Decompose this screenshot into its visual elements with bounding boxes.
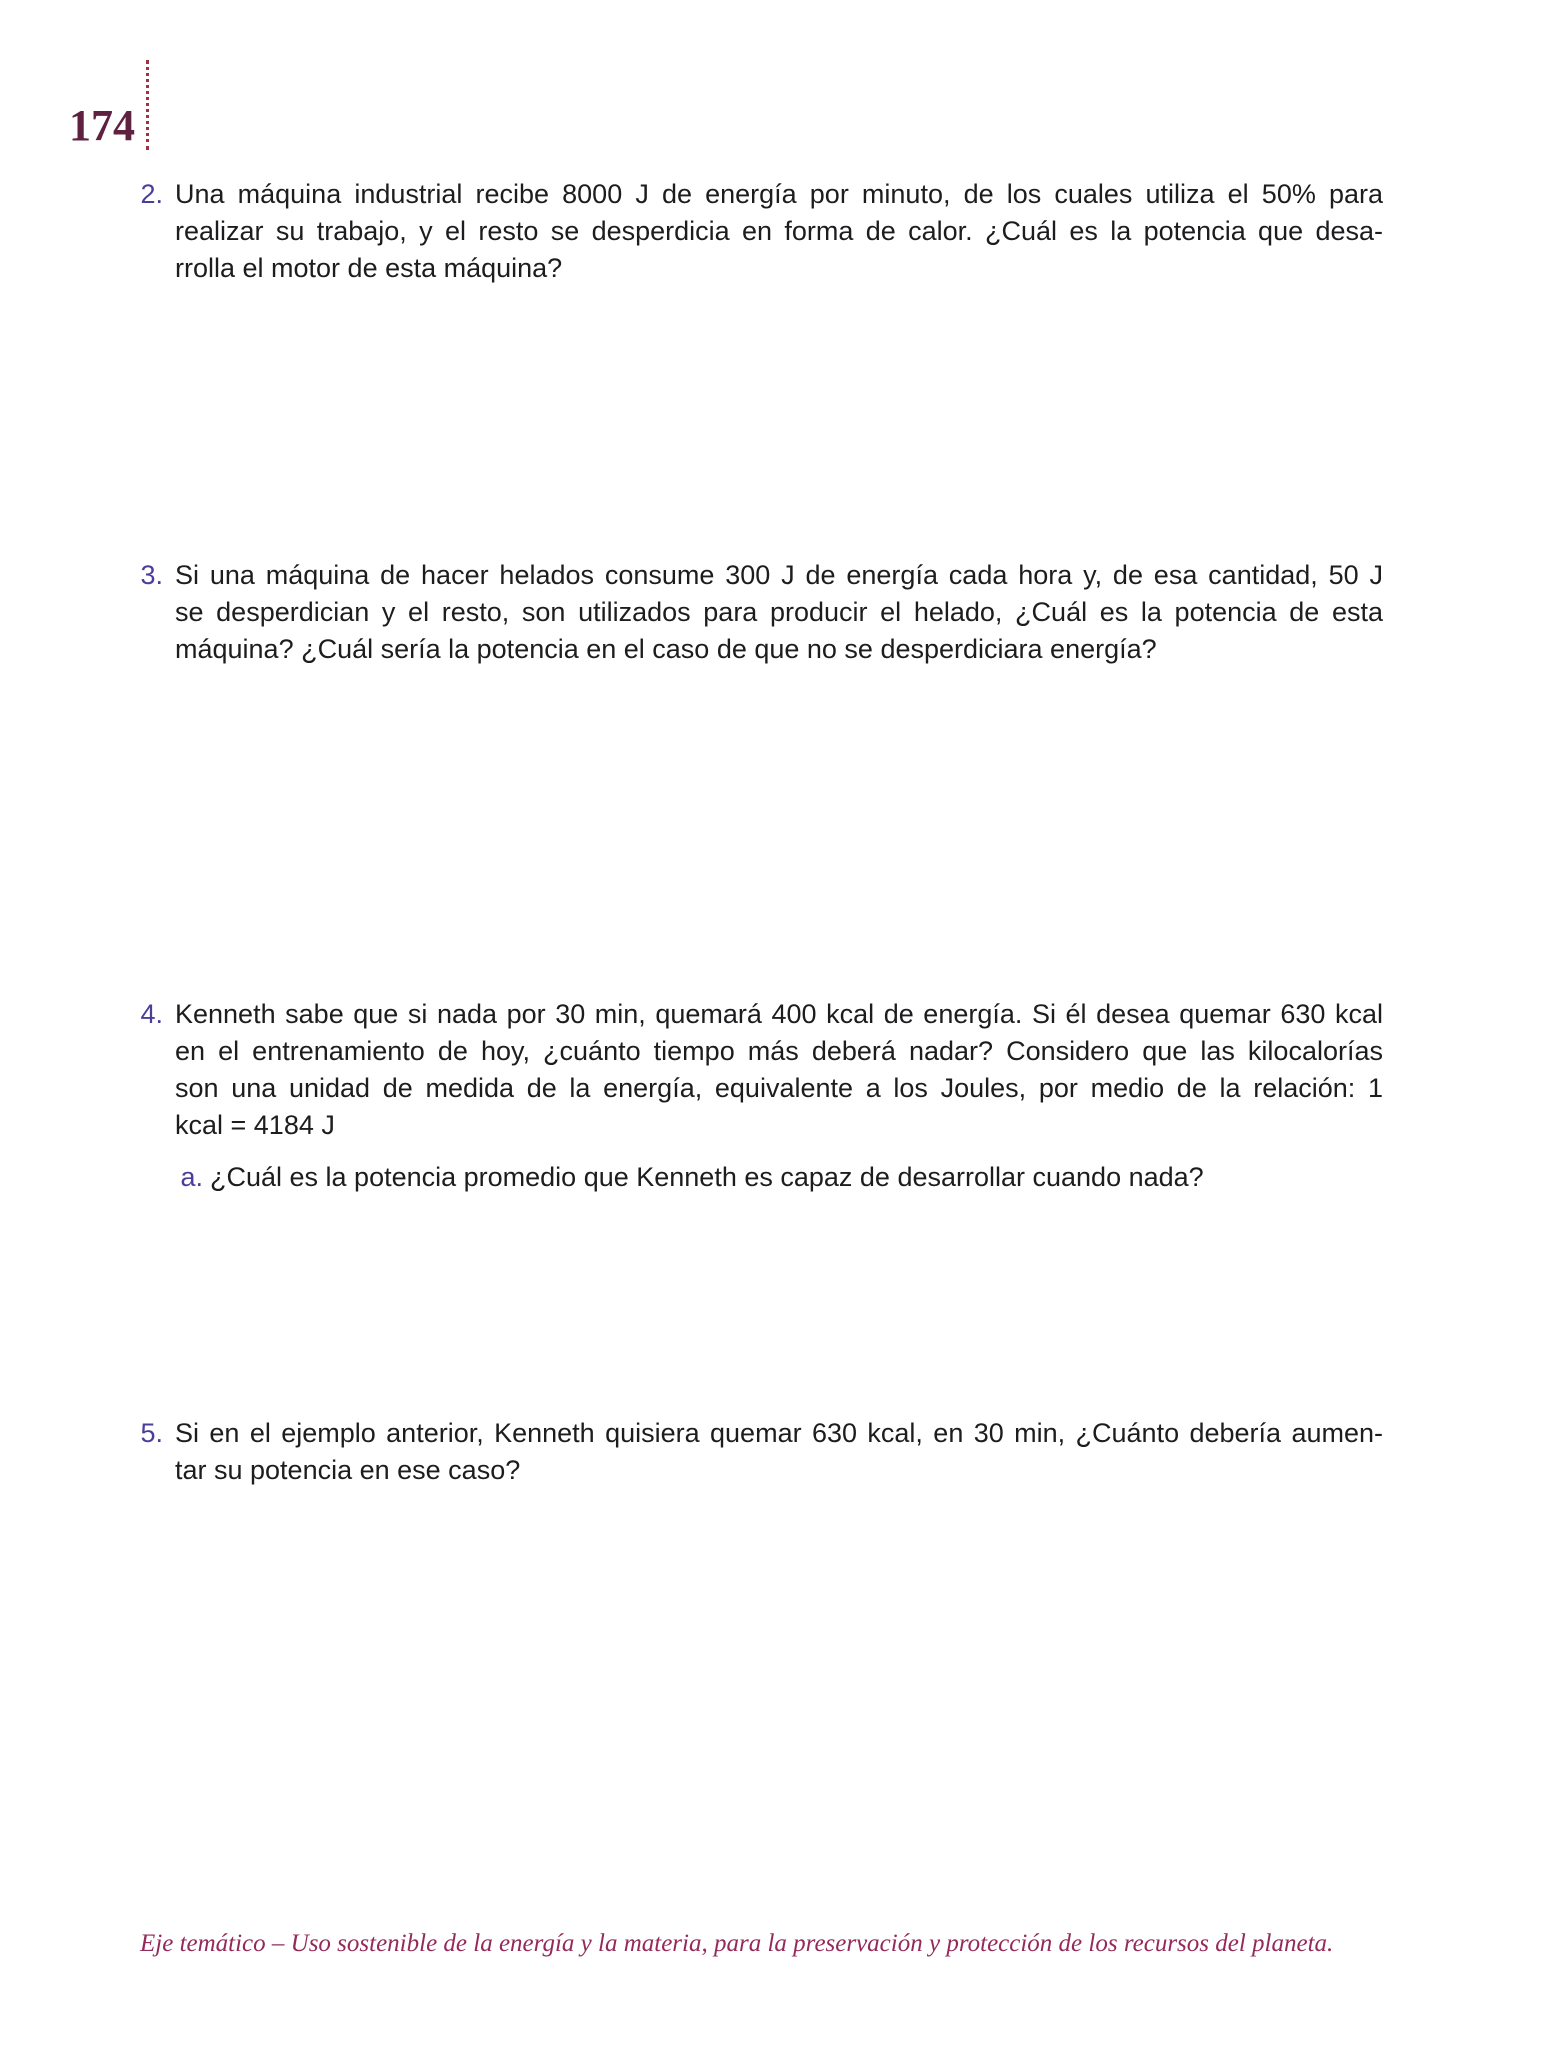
exercise-sub-label: a. bbox=[180, 1162, 203, 1192]
exercise-text bbox=[175, 1415, 1383, 1489]
exercise-number: 2. bbox=[140, 179, 163, 209]
exercise-text bbox=[175, 996, 1383, 1144]
exercise-text bbox=[210, 1159, 1383, 1196]
exercise-item-2 bbox=[129, 176, 1383, 287]
exercise-item-3 bbox=[129, 557, 1383, 668]
exercise-line: realizar su trabajo, y el resto se desperdicia en forma de calor. ¿Cuál es la potencia que desa- bbox=[175, 216, 1383, 246]
exercise-line: Kenneth sabe que si nada por 30 min, quemará 400 kcal de energía. Si él desea quemar 630 kcal bbox=[175, 999, 1383, 1029]
exercise-item-5 bbox=[129, 1415, 1383, 1489]
exercise-line: Si una máquina de hacer helados consume 300 J de energía cada hora y, de esa cantidad, 50 J bbox=[175, 560, 1383, 590]
page-number: 174 bbox=[69, 101, 135, 150]
exercise-line: se desperdician y el resto, son utilizados para producir el helado, ¿Cuál es la potencia de esta bbox=[175, 597, 1383, 627]
footer-theme-text: Eje temático – Uso sostenible de la energía y la materia, para la preservación y protección de los recursos del planeta. bbox=[140, 1930, 1334, 1957]
exercise-line: ¿Cuál es la potencia promedio que Kenneth es capaz de desarrollar cuando nada? bbox=[210, 1162, 1204, 1192]
exercise-line: máquina? ¿Cuál sería la potencia en el caso de que no se desperdiciara energía? bbox=[175, 634, 1157, 664]
exercise-line: Si en el ejemplo anterior, Kenneth quisiera quemar 630 kcal, en 30 min, ¿Cuánto debería aumen- bbox=[175, 1418, 1383, 1448]
exercise-line: rrolla el motor de esta máquina? bbox=[175, 253, 563, 283]
exercise-text bbox=[175, 557, 1383, 668]
exercise-item-4 bbox=[129, 996, 1383, 1144]
exercise-line: Una máquina industrial recibe 8000 J de energía por minuto, de los cuales utiliza el 50% para bbox=[175, 179, 1383, 209]
exercise-line: son una unidad de medida de la energía, equivalente a los Joules, por medio de la relación: 1 bbox=[175, 1073, 1383, 1103]
exercise-line: tar su potencia en ese caso? bbox=[175, 1455, 521, 1485]
exercise-line: kcal = 4184 J bbox=[175, 1110, 335, 1140]
exercise-item-4a bbox=[174, 1159, 1383, 1196]
dotted-divider bbox=[146, 60, 149, 150]
exercise-number: 3. bbox=[140, 560, 163, 590]
exercise-text bbox=[175, 176, 1383, 287]
exercise-line: en el entrenamiento de hoy, ¿cuánto tiempo más deberá nadar? Considero que las kilocalorías bbox=[175, 1036, 1383, 1066]
exercise-number: 4. bbox=[140, 999, 163, 1029]
exercise-number: 5. bbox=[140, 1418, 163, 1448]
